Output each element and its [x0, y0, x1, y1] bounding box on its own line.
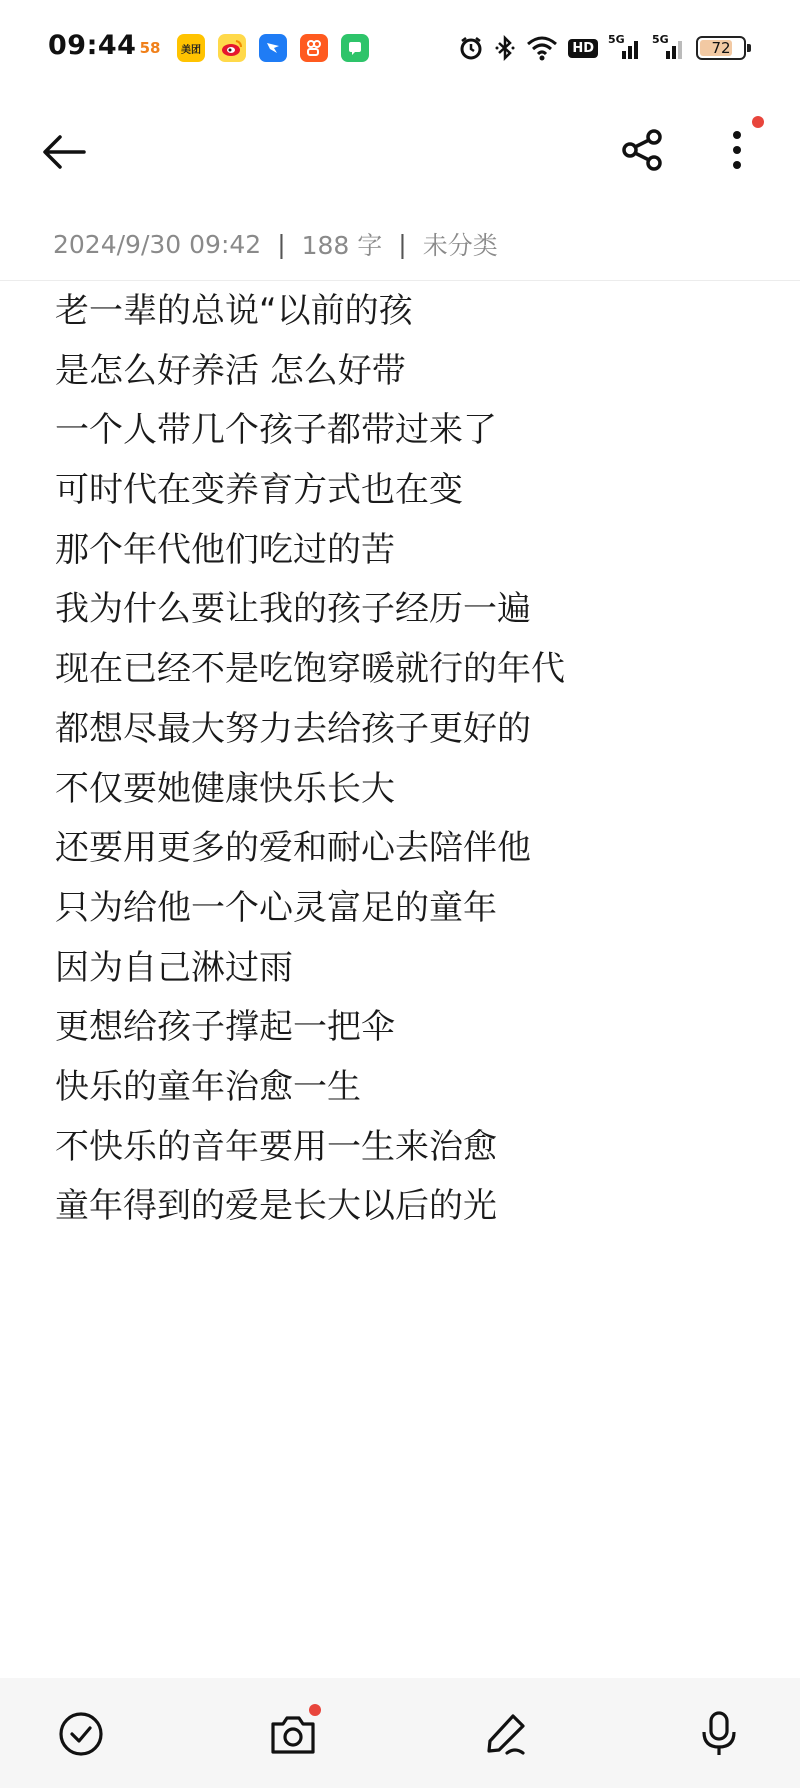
meta-separator: |	[398, 229, 407, 259]
note-content[interactable]	[55, 282, 775, 1237]
note-meta	[53, 226, 498, 262]
alarm-icon	[458, 35, 484, 61]
notification-app-icons	[136, 34, 369, 62]
status-bar	[0, 0, 800, 96]
checklist-button[interactable]	[53, 1706, 109, 1762]
signal-5g-icon: 5G	[652, 35, 686, 61]
signal-5g-icon: 5G	[608, 35, 642, 61]
note-line[interactable]: 一个人带几个孩子都带过来了	[55, 410, 497, 451]
note-line[interactable]: 因为自己淋过雨	[55, 947, 293, 988]
handwriting-button[interactable]	[478, 1706, 534, 1762]
status-time: 09:44	[48, 30, 137, 61]
wifi-icon	[526, 35, 558, 61]
note-line[interactable]: 不快乐的音年要用一生来治愈	[55, 1126, 497, 1167]
check-circle-icon	[58, 1711, 104, 1757]
notification-badge	[752, 116, 764, 128]
status-indicators	[458, 32, 746, 64]
battery-indicator: 72	[696, 36, 746, 60]
note-line[interactable]: 只为给他一个心灵富足的童年	[55, 887, 497, 928]
more-options-button[interactable]	[712, 122, 762, 178]
share-icon	[620, 128, 664, 172]
pen-icon	[483, 1711, 529, 1757]
note-word-count: 188 字	[301, 231, 383, 260]
bottom-toolbar	[0, 1678, 800, 1788]
bluetooth-icon	[494, 35, 516, 61]
meta-separator: |	[277, 229, 286, 259]
more-vertical-icon	[731, 130, 743, 170]
camera-badge	[309, 1704, 321, 1716]
header-divider	[0, 280, 800, 281]
note-line[interactable]: 那个年代他们吃过的苦	[55, 529, 395, 570]
back-arrow-icon	[42, 134, 86, 170]
note-line[interactable]: 我为什么要让我的孩子经历一遍	[55, 589, 531, 630]
voice-button[interactable]	[691, 1706, 747, 1762]
note-line[interactable]: 更想给孩子撑起一把伞	[55, 1007, 395, 1048]
58-app-icon: 58	[136, 34, 164, 62]
note-line[interactable]: 还要用更多的爱和耐心去陪伴他	[55, 828, 531, 869]
note-line[interactable]: 可时代在变养育方式也在变	[55, 470, 463, 511]
camera-icon	[269, 1712, 317, 1756]
note-line[interactable]: 都想尽最大努力去给孩子更好的	[55, 708, 531, 749]
note-line[interactable]: 不仅要她健康快乐长大	[55, 768, 395, 809]
back-button[interactable]	[38, 126, 90, 178]
note-header	[0, 96, 800, 206]
dingtalk-app-icon	[259, 34, 287, 62]
note-line[interactable]: 快乐的童年治愈一生	[55, 1066, 361, 1107]
note-line[interactable]: 是怎么好养活 怎么好带	[55, 350, 406, 391]
note-category[interactable]: 未分类	[422, 231, 498, 260]
camera-button[interactable]	[265, 1706, 321, 1762]
weibo-app-icon	[218, 34, 246, 62]
messages-app-icon	[341, 34, 369, 62]
meituan-app-icon: 美团	[177, 34, 205, 62]
microphone-icon	[699, 1710, 739, 1758]
hd-icon: HD	[568, 39, 598, 58]
note-line[interactable]: 童年得到的爱是长大以后的光	[55, 1186, 497, 1227]
note-date: 2024/9/30 09:42	[53, 229, 262, 259]
kuaishou-app-icon	[300, 34, 328, 62]
share-button[interactable]	[614, 122, 670, 178]
note-line[interactable]: 老一辈的总说“以前的孩	[55, 291, 413, 331]
note-line[interactable]: 现在已经不是吃饱穿暖就行的年代	[55, 649, 565, 690]
